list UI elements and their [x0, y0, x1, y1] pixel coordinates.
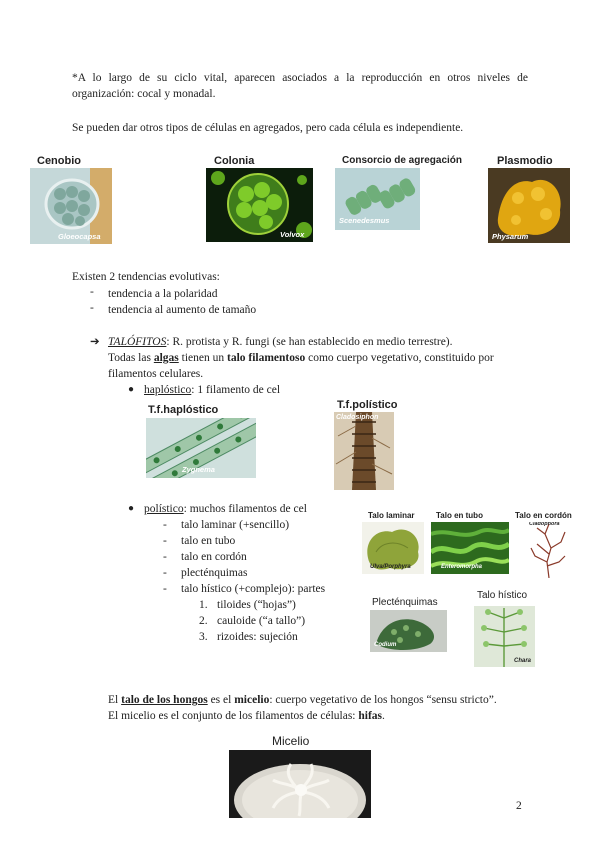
caption-talo-laminar: Talo laminar — [368, 511, 415, 520]
arrow-icon: ➔ — [90, 336, 100, 348]
image-cenobio — [30, 168, 112, 244]
label-zygnema: Zygnema — [182, 465, 215, 474]
bullet-icon: ● — [128, 384, 135, 395]
image-plasmodio — [488, 168, 570, 243]
label-plect: Codium — [374, 642, 397, 648]
list-number: 1. — [199, 599, 208, 611]
hongos-line-2 — [108, 708, 385, 724]
talofitos-line — [108, 334, 528, 350]
dash-bullet: - — [163, 551, 167, 563]
dash-bullet: - — [163, 519, 167, 531]
polistico-line — [144, 501, 307, 517]
caption-haplostico: T.f.haplóstico — [148, 404, 219, 416]
image-plectenquimas — [370, 610, 447, 652]
label-laminar: Ulva/Porphyra — [370, 564, 411, 570]
dash-bullet: - — [163, 535, 167, 547]
dash-bullet: - — [163, 583, 167, 595]
list-number: 2. — [199, 615, 208, 627]
bullet-icon: ● — [128, 503, 135, 514]
tendencia-item-2: tendencia al aumento de tamaño — [108, 304, 257, 316]
label-physarum: Physarum — [492, 232, 529, 241]
label-cladosiphon: Cladosiphon — [336, 414, 379, 421]
talo-type-item: talo en tubo — [181, 535, 236, 547]
dash-bullet: - — [90, 302, 94, 314]
caption-micelio: Micelio — [272, 734, 310, 748]
talo-type-item: talo laminar (+sencillo) — [181, 519, 290, 531]
talo-filamentoso-term: talo filamentoso — [226, 352, 306, 364]
caption-cenobio: Cenobio — [37, 155, 81, 167]
algas-line — [108, 350, 528, 366]
text-fragment: . — [382, 710, 385, 722]
polistico-rest: : muchos filamentos de cel — [183, 503, 307, 515]
caption-polistico: T.f.polístico — [337, 399, 398, 411]
text-fragment: El micelio es el conjunto de los filamentos de células: — [108, 710, 359, 722]
numbered-item: rizoides: sujeción — [217, 631, 298, 643]
image-colonia — [206, 168, 313, 242]
label-histico: Chara — [514, 658, 532, 664]
numbered-item: tiloides (“hojas”) — [217, 599, 296, 611]
image-talo-cordon — [527, 522, 569, 578]
label-cordon: Cladophora — [529, 522, 560, 527]
image-haplostico — [146, 418, 256, 478]
talo-hongos-term: talo de los hongos — [121, 694, 208, 706]
caption-plectenquimas: Plecténquimas — [372, 597, 438, 608]
talofitos-term: TALÓFITOS — [108, 336, 167, 348]
image-talo-tubo — [431, 522, 509, 574]
text-fragment: Todas las — [108, 352, 154, 364]
caption-plasmodio: Plasmodio — [497, 155, 553, 167]
haplostico-term: haplóstico — [144, 384, 192, 396]
talo-type-item: plecténquimas — [181, 567, 248, 579]
intro-paragraph-2: Se pueden dar otros tipos de células en agregados, pero cada célula es independiente. — [72, 122, 464, 134]
algas-term: algas — [153, 352, 179, 364]
haplostico-line — [144, 382, 280, 398]
image-polistico — [334, 412, 394, 490]
label-gloeocapsa: Gloeocapsa — [58, 232, 101, 241]
numbered-item: cauloide (“a tallo”) — [217, 615, 306, 627]
label-tubo: Enteromorpha — [441, 564, 483, 570]
text-fragment: tienen un — [178, 352, 227, 364]
polistico-term: polístico — [144, 503, 184, 515]
talofitos-rest: : R. protista y R. fungi (se han establecido en medio terrestre). — [166, 336, 453, 348]
caption-talo-histico: Talo hístico — [477, 590, 528, 601]
image-micelio — [229, 750, 371, 818]
image-talo-laminar — [362, 522, 424, 574]
dash-bullet: - — [163, 567, 167, 579]
micelio-term: micelio — [234, 694, 270, 706]
caption-talo-cordon: Talo en cordón — [515, 511, 572, 520]
text-fragment: : cuerpo vegetativo de los hongos “sensu stricto”. — [269, 694, 497, 706]
text-fragment: como cuerpo vegetativo, constituido por — [305, 352, 494, 364]
hongos-line-1 — [108, 692, 538, 708]
tendencia-item-1: tendencia a la polaridad — [108, 288, 218, 300]
text-fragment: El — [108, 694, 122, 706]
talo-type-item: talo en cordón — [181, 551, 247, 563]
list-number: 3. — [199, 631, 208, 643]
hifas-term: hifas — [358, 710, 383, 722]
dash-bullet: - — [90, 286, 94, 298]
text-fragment: es el — [207, 694, 235, 706]
filamentos-line: filamentos celulares. — [108, 368, 204, 380]
caption-talo-tubo: Talo en tubo — [436, 511, 483, 520]
page-number: 2 — [516, 800, 522, 812]
caption-colonia: Colonia — [214, 155, 255, 167]
image-consorcio — [335, 168, 420, 230]
label-volvox: Volvox — [280, 230, 305, 239]
talo-type-item: talo hístico (+complejo): partes — [181, 583, 326, 595]
image-talo-histico — [474, 606, 535, 667]
haplostico-rest: : 1 filamento de cel — [191, 384, 281, 396]
tendencias-heading: Existen 2 tendencias evolutivas: — [72, 271, 220, 283]
intro-paragraph-1: *A lo largo de su ciclo vital, aparecen asociados a la reproducción en otros niveles de organización: cocal y monadal. — [72, 72, 528, 100]
label-scenedesmus: Scenedesmus — [339, 216, 390, 225]
caption-consorcio: Consorcio de agregación — [342, 155, 463, 166]
